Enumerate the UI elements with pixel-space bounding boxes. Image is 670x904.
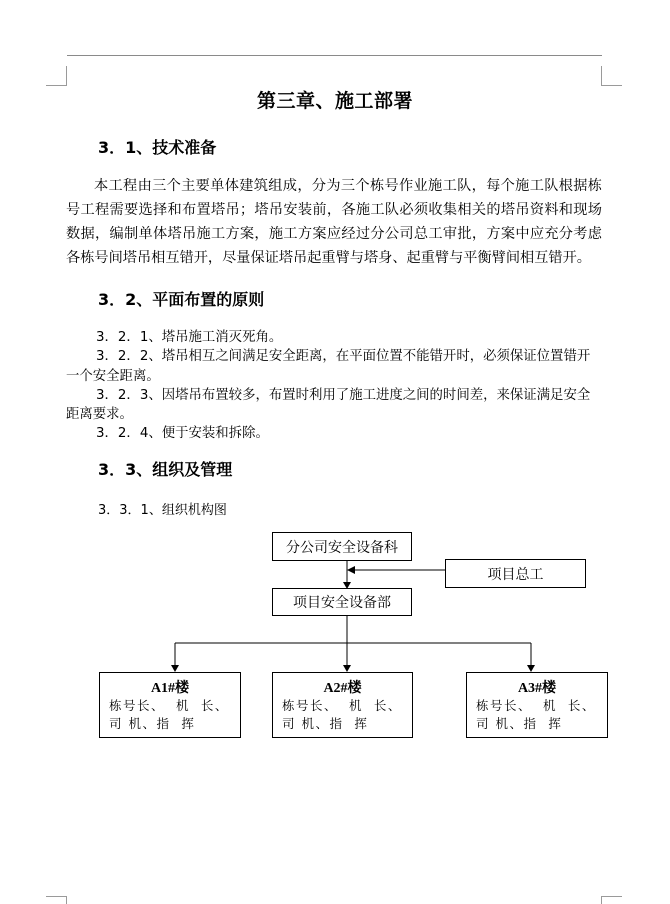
- org-box-label: 分公司安全设备科: [286, 539, 398, 556]
- org-box-building-a2: [272, 672, 413, 738]
- list-item: 3．2．3、因塔吊布置较多，布置时利用了施工进度之间的时间差，来保证满足安全距离要求。: [66, 387, 591, 423]
- building-roles-line1: 栋号长、 机 长、: [109, 698, 229, 713]
- list-item: 3．2．2、塔吊相互之间满足安全距离，在平面位置不能错开时，必须保证位置错开一个安全距离。: [66, 349, 591, 384]
- org-box-label: 项目安全设备部: [293, 595, 391, 611]
- section-3-3-1-subheading: 3．3．1、组织机构图: [98, 503, 227, 518]
- building-roles-line2: 司 机、指 挥: [476, 716, 563, 731]
- building-roles-line1: 栋号长、 机 长、: [282, 698, 402, 713]
- org-box-chief-engineer: [445, 559, 586, 588]
- org-box-building-a3: [466, 672, 608, 738]
- arrow-left-side: [347, 566, 355, 574]
- list-item: 3．2．1、塔吊施工消灭死角。: [96, 330, 283, 345]
- building-name: A2#楼: [323, 681, 362, 696]
- org-box-project-safety-dept: [272, 588, 412, 616]
- org-box-branch-safety-dept: [272, 532, 412, 561]
- chapter-title: 第三章、施工部署: [256, 90, 413, 112]
- arrow-down-a1: [171, 665, 179, 672]
- list-item: 3．2．4、便于安装和拆除。: [96, 426, 269, 442]
- paragraph-text: 本工程由三个主要单体建筑组成，分为三个栋号作业施工队，每个施工队根据栋号工程需要选择和布置塔吊；塔吊安装前，各施工队必须收集相关的塔吊资料和现场数据，编制单体塔吊施工方案，施工方案应经过分公司总工审批，方案中应充分考虑各栋号间塔吊相互错开，尽量保证塔吊起重臂与塔身、起重臂与平衡臂间相互错开。: [66, 178, 602, 266]
- section-heading-3-2: 3．2、平面布置的原则: [98, 290, 265, 309]
- org-box-building-a1: [99, 672, 241, 738]
- building-roles-line1: 栋号长、 机 长、: [476, 698, 596, 713]
- org-box-label: 项目总工: [487, 566, 544, 583]
- arrow-down-a3: [527, 665, 535, 672]
- building-name: A3#楼: [517, 681, 557, 696]
- section-heading-3-3: 3．3、组织及管理: [98, 460, 233, 479]
- arrow-down-a2: [343, 665, 351, 672]
- building-roles-line2: 司 机、指 挥: [109, 716, 196, 731]
- section-heading-3-1: 3．1、技术准备: [98, 138, 217, 157]
- building-name: A1#楼: [150, 681, 190, 696]
- building-roles-line2: 司 机、指 挥: [282, 716, 369, 731]
